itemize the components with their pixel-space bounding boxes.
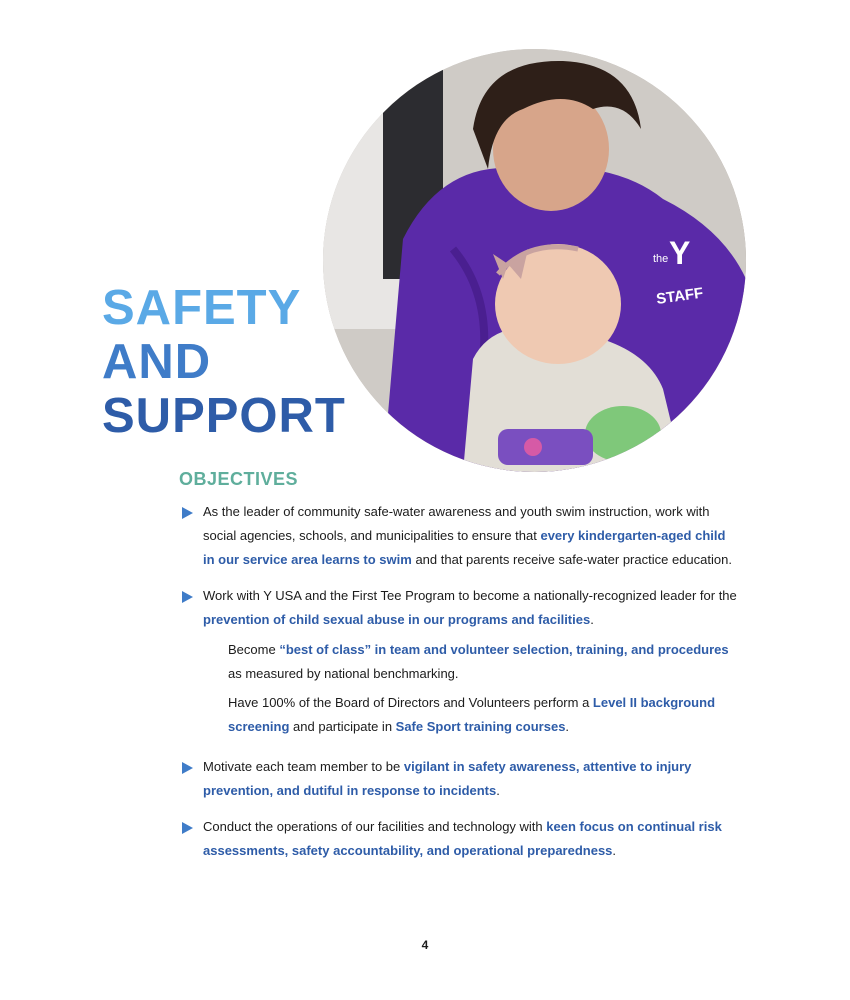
objective-text: Conduct the operations of our facilities and technology with (203, 819, 547, 834)
objective-highlight: every kindergarten-aged child in our service area learns to swim (203, 528, 726, 567)
objective-highlight: vigilant in safety awareness, attentive to injury prevention, and dutiful in response to incidents (203, 759, 692, 798)
objective-highlight: prevention of child sexual abuse in our programs and facilities (203, 612, 591, 627)
subitem-highlight: “best of class” in team and volunteer selection, training, and procedures (279, 642, 729, 657)
triangle-bullet-icon (182, 822, 193, 834)
objectives-heading: OBJECTIVES (179, 469, 299, 489)
triangle-bullet-icon (182, 507, 193, 519)
staff-baby-photo (323, 49, 746, 472)
objective-text: . (496, 783, 500, 798)
subitem-highlight: Safe Sport training courses (395, 719, 566, 734)
objective-item (180, 500, 740, 572)
objective-item (180, 755, 740, 803)
triangle-bullet-icon (182, 591, 193, 603)
objective-text: and that parents receive safe-water practice education. (411, 552, 732, 567)
page-title (102, 281, 346, 443)
subitem-text: Have 100% of the Board of Directors and Volunteers perform a (228, 695, 593, 710)
staff-text: STAFF (655, 284, 705, 308)
logo-y-text: Y (669, 235, 691, 271)
objective-item (180, 584, 740, 632)
title-line-safety: SAFETY (102, 281, 302, 335)
objective-item (180, 815, 740, 863)
objective-text: As the leader of community safe-water awareness and youth swim instruction, work with social agencies, schools, and municipalities to ensure that (203, 504, 710, 543)
objective-text: . (612, 843, 617, 858)
subitem-text: and participate in (289, 719, 396, 734)
triangle-bullet-icon (182, 762, 193, 774)
subitem-highlight: Level II background screening (228, 695, 716, 734)
title-line-and: AND (102, 335, 212, 389)
objective-highlight: keen focus on continual risk assessments, safety accountability, and operational preparedness (203, 819, 722, 858)
logo-the-text: the (653, 253, 669, 265)
objectives-list (180, 500, 740, 875)
subitem-text: . (565, 719, 570, 734)
subitem-text: Become (228, 642, 280, 657)
subitem (228, 691, 740, 739)
objective-text: Motivate each team member to be (203, 759, 404, 774)
title-line-support: SUPPORT (102, 389, 346, 443)
objective-subitems (180, 638, 740, 739)
page-number: 4 (421, 938, 429, 952)
subitem-text: as measured by national benchmarking. (228, 666, 459, 681)
objective-text: Work with Y USA and the First Tee Program to become a nationally-recognized leader for the (203, 588, 737, 603)
objective-text: . (590, 612, 594, 627)
subitem (228, 638, 740, 686)
